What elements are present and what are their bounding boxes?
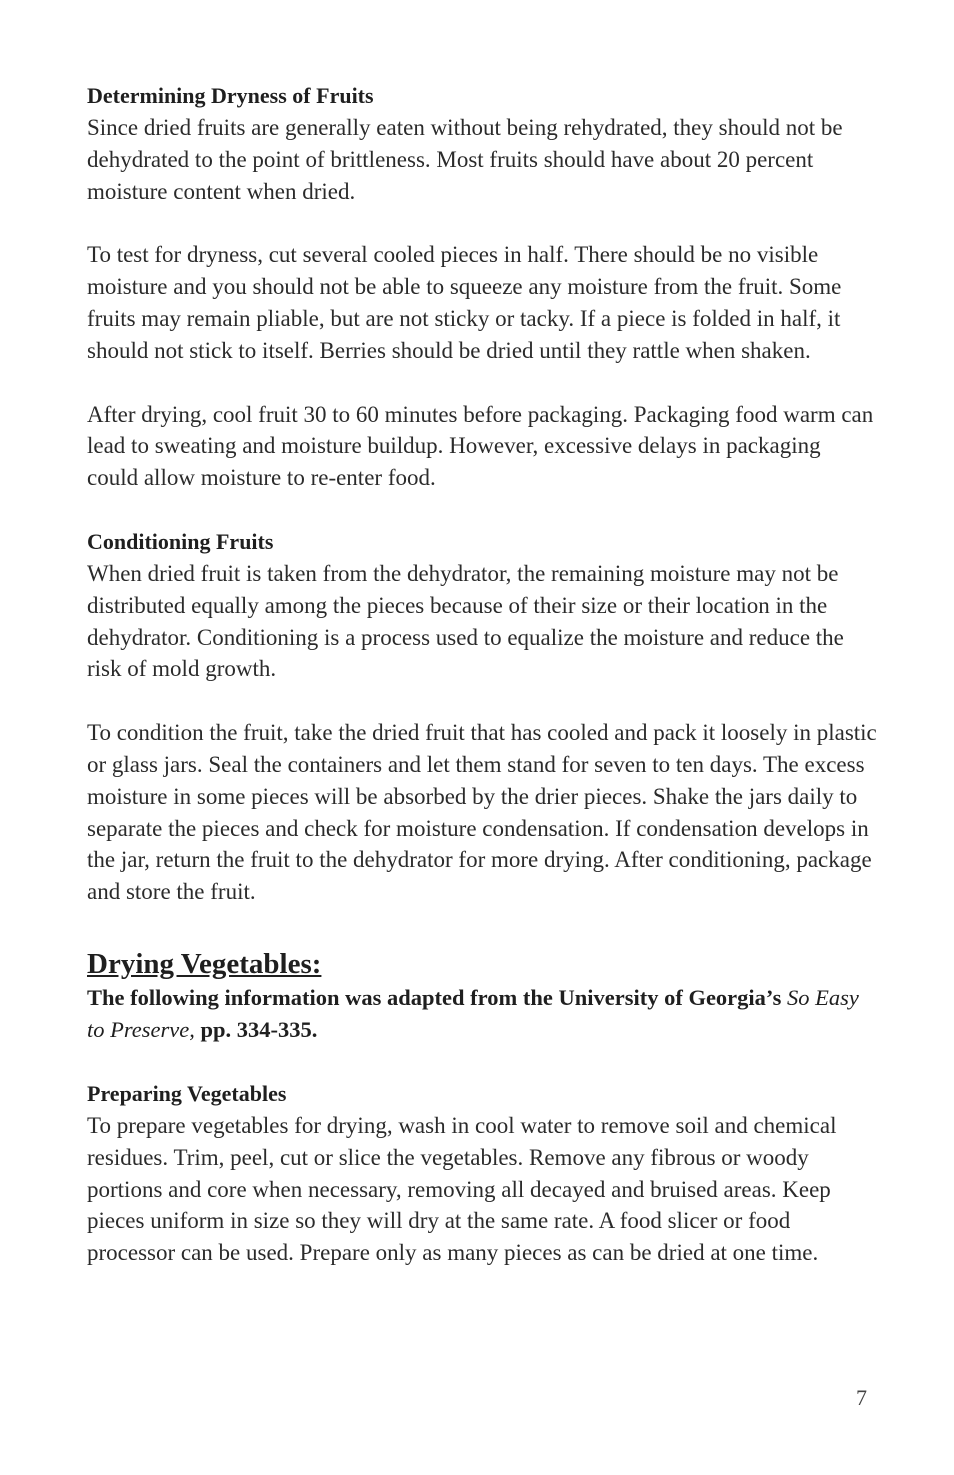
paragraph-conditioning-intro: When dried fruit is taken from the dehydrator, the remaining moisture may not be distributed equally among the pieces because of their size or their location in the dehydrator. Conditioning is a process used to equalize the moisture and reduce the risk of mold growth. [87, 560, 844, 682]
source-attribution-lead: The following information was adapted from the University of Georgia’s [87, 984, 787, 1010]
source-pages: pp. 334-335. [194, 1016, 318, 1042]
heading-determining-dryness: Determining Dryness of Fruits [87, 83, 374, 108]
paragraph-gap [87, 207, 877, 239]
source-attribution [87, 982, 877, 1046]
page-content [87, 80, 877, 1269]
paragraph-preparing-vegetables: To prepare vegetables for drying, wash in cool water to remove soil and chemical residues. Trim, peel, cut or slice the vegetables. Remove any fibrous or woody portions and core when necessary, removing all decayed and bruised areas. Keep pieces uniform in size so they will dry at the same rate. A food slicer or food processor can be used. Prepare only as many pieces as can be dried at one time. [87, 1112, 837, 1266]
paragraph-gap [87, 1046, 877, 1078]
heading-conditioning-fruits: Conditioning Fruits [87, 528, 274, 554]
paragraph-dryness-intro: Since dried fruits are generally eaten without being rehydrated, they should not be dehydrated to the point of brittleness. Most fruits should have about 20 percent moisture content when dried. [87, 115, 843, 204]
heading-preparing-vegetables: Preparing Vegetables [87, 1080, 287, 1106]
paragraph-dryness-test: To test for dryness, cut several cooled pieces in half. There should be no visible moisture and you should not be able to squeeze any moisture from the fruit. Some fruits may remain pliable, but are not sticky or tacky. If a piece is folded in half, it should not stick to itself. Berries should be dried until they rattle when shaken. [87, 242, 842, 363]
paragraph-gap [87, 685, 877, 717]
paragraph-gap [87, 494, 877, 526]
page-number: 7 [856, 1385, 867, 1410]
section-gap [87, 908, 877, 946]
section-title-drying-vegetables: Drying Vegetables: [87, 947, 322, 980]
source-book-title: So Easy to Preserve, [87, 984, 859, 1042]
paragraph-dryness-cooling: After drying, cool fruit 30 to 60 minutes before packaging. Packaging food warm can lead to sweating and moisture buildup. However, excessive delays in packaging could allow moisture to re-enter food. [87, 401, 874, 491]
paragraph-gap [87, 367, 877, 399]
paragraph-conditioning-steps: To condition the fruit, take the dried fruit that has cooled and pack it loosely in plastic or glass jars. Seal the containers and let them stand for seven to ten days. The excess moisture in some pieces will be absorbed by the drier pieces. Shake the jars daily to separate the pieces and check for moisture condensation. If condensation develops in the jar, return the fruit to the dehydrator for more drying. After conditioning, package and store the fruit. [87, 720, 877, 905]
